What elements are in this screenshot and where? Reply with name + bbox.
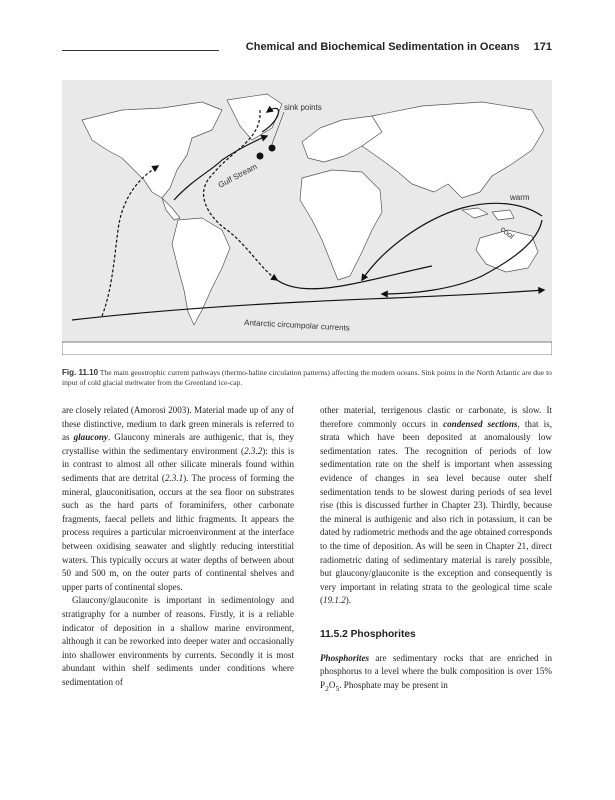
text-run: ). The process of forming the mineral, glauconitisation, occurs at the sea floor on substrates such as the hard parts of foraminifers, other carbonate fragments, faecal pellets and lithic fragments. It appears the process requires a particular microenvironment at the interface between oxidising seawater and slightly reducing interstitial waters. This typically occurs at water depths of between about 50 and 500 m, on the outer parts of continental shelves and upper parts of continental slopes. xyxy=(62,472,294,592)
sink-point-dot-2 xyxy=(257,153,264,160)
sink-point-dot-1 xyxy=(269,145,276,152)
continents xyxy=(62,94,552,355)
right-paragraph-2 xyxy=(320,652,552,696)
term-condensed-sections: condensed sections xyxy=(443,418,518,429)
north-america-landmass xyxy=(82,102,222,198)
text-run: ): this is in contrast to almost all other silicate minerals found within sediments that are detrital ( xyxy=(62,445,294,483)
left-paragraph-1 xyxy=(62,404,294,594)
header-rule xyxy=(62,50,219,51)
text-run: are sedimentary rocks that are enriched in phosphorus to a level where the bulk composition is over 15% P xyxy=(320,652,552,690)
text-run: ). xyxy=(345,595,352,606)
warm-label: warm xyxy=(510,193,530,202)
cool-label: cool xyxy=(498,224,516,241)
antarctic-label: Antarctic circumpolar currents xyxy=(243,318,351,333)
term-glaucony: glaucony xyxy=(73,432,108,443)
section-heading: 11.5.2 Phosphorites xyxy=(320,628,416,640)
caption-text: The main geostrophic current pathways (thermo-haline circulation patterns) affecting the modern oceans. Sink points in the North Atlantic are due to input of cold glacial meltwater from the Greenland ice-cap. xyxy=(62,368,552,387)
sink-points-label: sink points xyxy=(284,103,322,112)
south-atlantic-current xyxy=(277,266,432,289)
south-america-landmass xyxy=(172,218,230,325)
subscript: 5 xyxy=(335,683,340,693)
central-america-landmass xyxy=(162,198,180,220)
figure-caption xyxy=(62,368,552,388)
left-paragraph-2: Glaucony/glauconite is important in sedimentology and stratigraphy for a number of reasons. Firstly, it is a reliable indicator of deposition in a shallow marine environment, although it can be reworked into deeper water and occasionally into shallower environments by currents. Secondly it is most abundant within shelf sediments under conditions where sedimentation of xyxy=(62,595,294,687)
antarctica-landmass xyxy=(62,342,552,355)
world-map-svg xyxy=(62,80,552,355)
asia-landmass xyxy=(362,102,544,198)
text-run: , that is, strata which have been deposited at anomalously low sedimentation rates. The recognition of periods of low sedimentation rate on the shelf is important when assessing evidence of changes in sea level because outer shelf sedimentation tends to be slowest during periods of sea level rise (this is discussed further in Chapter 23). Thirdly, because the mineral is authigenic and also rich in potassium, it can be dated by radiometric methods and the age obtained corresponds to the time of deposition. As will be seen in Chapter 21, direct radiometric dating of sedimentary material is rarely possible, but glaucony/glauconite is the exception and consequently is very important in relating strata to the geological time scale ( xyxy=(320,418,552,606)
caption-label: Fig. 11.10 xyxy=(62,368,99,377)
europe-landmass xyxy=(302,116,382,162)
right-paragraph-1 xyxy=(320,404,552,608)
greenland-landmass xyxy=(227,94,282,140)
text-run: other material, terrigenous clastic or carbonate, is slow. It therefore commonly occurs in xyxy=(320,405,552,429)
indonesia-islands xyxy=(462,208,514,220)
right-column xyxy=(320,404,552,695)
text-run: O xyxy=(328,679,336,690)
gulf-stream-label: Gulf Stream xyxy=(216,161,259,190)
text-run: are closely related (Amorosi 2003). Material made up of any of these distinctive, medium to dark green minerals is referred to as xyxy=(62,405,294,443)
running-head xyxy=(226,41,552,53)
cross-reference[interactable]: 19.1.2 xyxy=(323,595,346,606)
cross-reference[interactable]: 2.3.2 xyxy=(244,445,263,456)
left-column xyxy=(62,404,294,689)
subscript: 2 xyxy=(325,683,329,693)
text-run: . Glaucony minerals are authigenic, that is, they crystallise within the sedimentary environment ( xyxy=(62,432,294,456)
term-phosphorites: Phosphorites xyxy=(320,652,370,663)
running-head-title: Chemical and Biochemical Sedimentation in Oceans xyxy=(245,41,520,53)
page-number: 171 xyxy=(533,41,552,53)
antarctic-circumpolar-current xyxy=(72,290,544,320)
figure-map xyxy=(62,80,552,355)
cross-reference[interactable]: 2.3.1 xyxy=(164,472,184,483)
africa-landmass xyxy=(300,170,382,280)
text-run: . Phosphate may be present in xyxy=(339,679,448,690)
